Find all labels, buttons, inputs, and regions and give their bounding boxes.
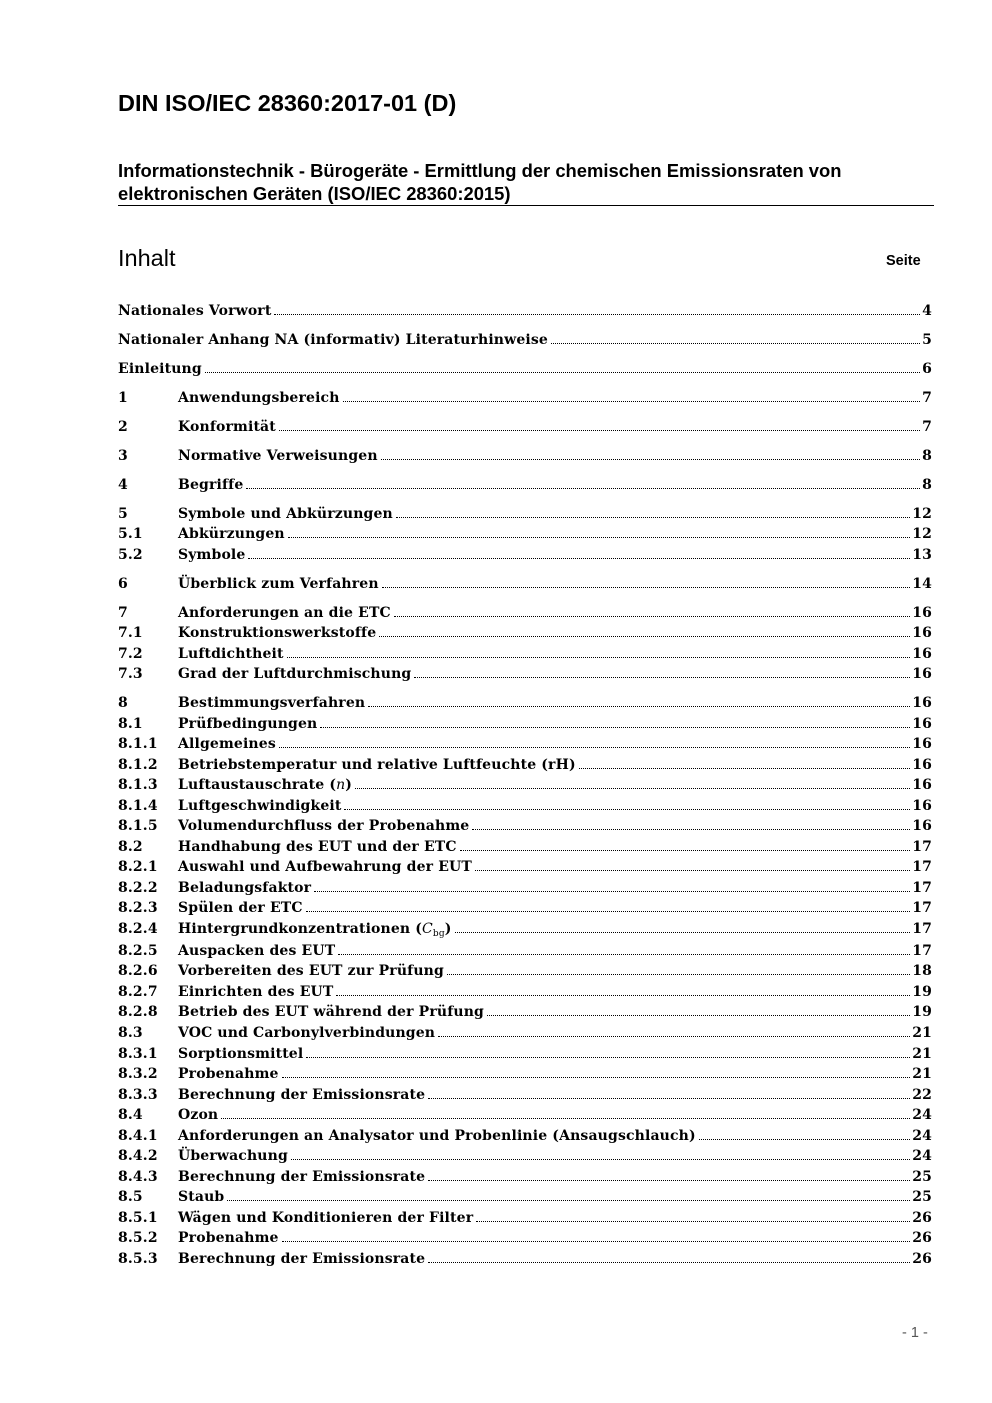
toc-entry-page: 16 <box>912 757 932 773</box>
toc-entry-number: 8.2.2 <box>118 880 158 896</box>
toc-entry-number: 8.2.4 <box>118 921 158 937</box>
toc-entry-page: 17 <box>912 921 932 937</box>
toc-entry[interactable] <box>118 1085 932 1105</box>
document-title: DIN ISO/IEC 28360:2017-01 (D) <box>118 90 457 116</box>
dot-leader <box>455 932 911 933</box>
dot-leader <box>414 677 910 678</box>
toc-entry-title: Luftdichtheit <box>178 646 284 662</box>
toc-entry-page: 17 <box>912 943 932 959</box>
toc-entry-page: 16 <box>912 625 932 641</box>
toc-entry[interactable] <box>118 330 932 350</box>
toc-page-column-heading: Seite <box>886 253 921 269</box>
toc-entry-page: 5 <box>922 332 932 348</box>
dot-leader <box>476 1221 910 1222</box>
toc-entry-number: 4 <box>118 477 128 493</box>
toc-entry-title: Staub <box>178 1189 225 1205</box>
dot-leader <box>306 1057 910 1058</box>
toc-entry[interactable] <box>118 603 932 623</box>
toc-entry[interactable] <box>118 816 932 836</box>
toc-entry-title: Auspacken des EUT <box>178 943 336 959</box>
toc-entry-title: Symbole und Abkürzungen <box>178 506 393 522</box>
toc-entry[interactable] <box>118 1064 932 1084</box>
toc-entry-number: 2 <box>118 419 128 435</box>
dot-leader <box>291 1159 910 1160</box>
dot-leader <box>314 891 910 892</box>
toc-entry[interactable] <box>118 1023 932 1043</box>
toc-entry-number: 8.4.1 <box>118 1128 158 1144</box>
toc-entry[interactable] <box>118 388 932 408</box>
toc-entry-number: 8.4.3 <box>118 1169 158 1185</box>
toc-entry-number: 8.1.5 <box>118 818 158 834</box>
toc-entry-page: 8 <box>922 477 932 493</box>
toc-entry[interactable] <box>118 1044 932 1064</box>
toc-entry-page: 4 <box>922 303 932 319</box>
toc-entry[interactable] <box>118 755 932 775</box>
toc-entry-title: Spülen der ETC <box>178 900 303 916</box>
toc-entry-number: 8.2.1 <box>118 859 158 875</box>
dot-leader <box>282 1241 911 1242</box>
toc-entry-page: 16 <box>912 666 932 682</box>
dot-leader <box>227 1200 910 1201</box>
dot-leader <box>355 788 910 789</box>
toc-entry[interactable] <box>118 1187 932 1207</box>
toc-entry-number: 8.5.3 <box>118 1251 158 1267</box>
toc-entry-number: 8.3.1 <box>118 1046 158 1062</box>
toc-entry-number: 3 <box>118 448 128 464</box>
toc-entry-title: Sorptionsmittel <box>178 1046 304 1062</box>
toc-entry[interactable] <box>118 961 932 981</box>
toc-entry-number: 7.1 <box>118 625 143 641</box>
dot-leader <box>428 1180 910 1181</box>
toc-entry-page: 24 <box>912 1107 932 1123</box>
toc-entry-page: 16 <box>912 646 932 662</box>
dot-leader <box>287 657 911 658</box>
toc-entry[interactable] <box>118 919 932 939</box>
dot-leader <box>288 537 910 538</box>
toc-entry[interactable] <box>118 734 932 754</box>
toc-entry-number: 8.5.1 <box>118 1210 158 1226</box>
toc-entry[interactable] <box>118 1126 932 1146</box>
toc-entry-number: 5 <box>118 506 128 522</box>
toc-entry[interactable] <box>118 446 932 466</box>
toc-entry-title: Einleitung <box>118 361 202 377</box>
toc-entry-title: Grad der Luftdurchmischung <box>178 666 412 682</box>
dot-leader <box>320 727 910 728</box>
dot-leader <box>447 974 910 975</box>
dot-leader <box>382 587 911 588</box>
dot-leader <box>221 1118 910 1119</box>
toc-entry-page: 16 <box>912 736 932 752</box>
dot-leader <box>282 1077 911 1078</box>
toc-entry[interactable] <box>118 1208 932 1228</box>
toc-entry[interactable] <box>118 1249 932 1269</box>
toc-entry-number: 8.2 <box>118 839 143 855</box>
toc-entry-title: Überblick zum Verfahren <box>178 576 379 592</box>
toc-entry-title: Konformität <box>178 419 276 435</box>
toc-entry-number: 8.3.2 <box>118 1066 158 1082</box>
toc-entry-title: Anforderungen an die ETC <box>178 605 391 621</box>
dot-leader <box>338 954 910 955</box>
toc-entry-page: 7 <box>922 390 932 406</box>
toc-entry-number: 7.3 <box>118 666 143 682</box>
toc-entry-title: Luftaustauschrate (n) <box>178 777 353 793</box>
toc-heading: Inhalt <box>118 245 176 271</box>
toc-entry-page: 16 <box>912 798 932 814</box>
toc-entry-page: 25 <box>912 1189 932 1205</box>
toc-entry-page: 24 <box>912 1128 932 1144</box>
toc-entry-number: 8.1.2 <box>118 757 158 773</box>
toc-entry[interactable] <box>118 524 932 544</box>
page-number: - 1 - <box>902 1325 928 1341</box>
toc-entry-number: 5.2 <box>118 547 143 563</box>
toc-entry-page: 22 <box>912 1087 932 1103</box>
toc-entry[interactable] <box>118 545 932 565</box>
toc-entry-title: Handhabung des EUT und der ETC <box>178 839 457 855</box>
dot-leader <box>579 768 910 769</box>
toc-entry[interactable] <box>118 301 932 321</box>
toc-entry-page: 26 <box>912 1251 932 1267</box>
toc-entry-title: Auswahl und Aufbewahrung der EUT <box>178 859 472 875</box>
dot-leader <box>205 372 920 373</box>
toc-entry-title: Berechnung der Emissionsrate <box>178 1251 426 1267</box>
toc-entry-number: 8.1.3 <box>118 777 158 793</box>
toc-entry-number: 8.2.3 <box>118 900 158 916</box>
toc-entry[interactable] <box>118 504 932 524</box>
toc-entry-page: 8 <box>922 448 932 464</box>
toc-entry-title: Überwachung <box>178 1148 288 1164</box>
dot-leader <box>279 430 920 431</box>
toc-entry[interactable] <box>118 693 932 713</box>
toc-entry[interactable] <box>118 714 932 734</box>
toc-entry-title: Symbole <box>178 547 246 563</box>
dot-leader <box>274 314 920 315</box>
document-subtitle: Informationstechnik - Bürogeräte - Ermittlung der chemischen Emissionsraten von elektronischen Geräten (ISO/IEC 28360:2015) <box>118 160 842 204</box>
toc-entry-title: Berechnung der Emissionsrate <box>178 1169 426 1185</box>
toc-entry[interactable] <box>118 941 932 961</box>
toc-entry-page: 26 <box>912 1230 932 1246</box>
dot-leader <box>336 995 910 996</box>
toc-entry-page: 17 <box>912 880 932 896</box>
toc-entry-page: 16 <box>912 695 932 711</box>
toc-entry-title: Prüfbedingungen <box>178 716 318 732</box>
toc-entry-title: Einrichten des EUT <box>178 984 334 1000</box>
toc-entry[interactable] <box>118 982 932 1002</box>
dot-leader <box>343 401 921 402</box>
dot-leader <box>279 747 910 748</box>
dot-leader <box>381 459 920 460</box>
toc-entry-page: 21 <box>912 1025 932 1041</box>
toc-entry-title: VOC und Carbonylverbindungen <box>178 1025 436 1041</box>
toc-entry[interactable] <box>118 417 932 437</box>
toc-entry-title: Wägen und Konditionieren der Filter <box>178 1210 474 1226</box>
toc-entry-title: Vorbereiten des EUT zur Prüfung <box>178 963 444 979</box>
toc-entry-title: Normative Verweisungen <box>178 448 378 464</box>
toc-entry[interactable] <box>118 574 932 594</box>
toc-entry-number: 8.5 <box>118 1189 143 1205</box>
toc-entry-page: 18 <box>912 963 932 979</box>
toc-entry-number: 8.2.6 <box>118 963 158 979</box>
toc-entry-number: 8.2.7 <box>118 984 158 1000</box>
toc-entry[interactable] <box>118 837 932 857</box>
toc-entry-page: 7 <box>922 419 932 435</box>
toc-entry[interactable] <box>118 775 932 795</box>
toc-entry-number: 8.3.3 <box>118 1087 158 1103</box>
toc-entry-number: 8.4 <box>118 1107 143 1123</box>
toc-entry-title: Beladungsfaktor <box>178 880 312 896</box>
toc-entry[interactable] <box>118 878 932 898</box>
dot-leader <box>396 517 910 518</box>
toc-entry-number: 7 <box>118 605 128 621</box>
toc-entry-page: 26 <box>912 1210 932 1226</box>
dot-leader <box>551 343 920 344</box>
toc-entry-page: 21 <box>912 1046 932 1062</box>
toc-entry-title: Volumendurchfluss der Probenahme <box>178 818 470 834</box>
toc-entry[interactable] <box>118 623 932 643</box>
toc-entry-page: 19 <box>912 984 932 1000</box>
toc-entry[interactable] <box>118 898 932 918</box>
toc-entry-page: 13 <box>912 547 932 563</box>
toc-entry-page: 12 <box>912 506 932 522</box>
toc-entry-number: 1 <box>118 390 128 406</box>
math-symbol: n <box>336 777 346 793</box>
toc-entry[interactable] <box>118 1228 932 1248</box>
toc-entry-number: 8.3 <box>118 1025 143 1041</box>
toc-entry-page: 16 <box>912 716 932 732</box>
toc-entry-page: 16 <box>912 777 932 793</box>
toc-entry-number: 8.5.2 <box>118 1230 158 1246</box>
toc-entry-title: Berechnung der Emissionsrate <box>178 1087 426 1103</box>
dot-leader <box>428 1262 910 1263</box>
math-subscript: bg <box>432 929 445 939</box>
toc-entry-title: Bestimmungsverfahren <box>178 695 366 711</box>
toc-entry-page: 17 <box>912 859 932 875</box>
dot-leader <box>306 911 911 912</box>
toc-entry-page: 19 <box>912 1004 932 1020</box>
toc-entry-page: 25 <box>912 1169 932 1185</box>
dot-leader <box>368 706 910 707</box>
toc-entry-page: 21 <box>912 1066 932 1082</box>
toc-entry-number: 8.2.8 <box>118 1004 158 1020</box>
toc-entry-title: Begriffe <box>178 477 244 493</box>
toc-entry-page: 6 <box>922 361 932 377</box>
toc-entry-number: 8.4.2 <box>118 1148 158 1164</box>
toc-entry-page: 16 <box>912 605 932 621</box>
toc-entry-page: 16 <box>912 818 932 834</box>
toc-entry[interactable] <box>118 1105 932 1125</box>
toc-entry-number: 5.1 <box>118 526 143 542</box>
dot-leader <box>344 809 910 810</box>
toc-entry-title: Anforderungen an Analysator und Probenlinie (Ansaugschlauch) <box>178 1128 696 1144</box>
dot-leader <box>394 616 910 617</box>
toc-entry[interactable] <box>118 1167 932 1187</box>
toc-entry-title: Nationales Vorwort <box>118 303 272 319</box>
toc-entry[interactable] <box>118 1002 932 1022</box>
toc-entry-page: 24 <box>912 1148 932 1164</box>
toc-entry-number: 8.1.4 <box>118 798 158 814</box>
dot-leader <box>472 829 910 830</box>
dot-leader <box>487 1015 910 1016</box>
toc-entry-number: 8.1.1 <box>118 736 158 752</box>
toc-entry-page: 12 <box>912 526 932 542</box>
toc-entry[interactable] <box>118 857 932 877</box>
dot-leader <box>438 1036 910 1037</box>
toc-entry-title: Ozon <box>178 1107 219 1123</box>
toc-entry-number: 6 <box>118 576 128 592</box>
toc-entry[interactable] <box>118 664 932 684</box>
toc-entry-title: Betrieb des EUT während der Prüfung <box>178 1004 484 1020</box>
toc-entry-title: Luftgeschwindigkeit <box>178 798 342 814</box>
math-symbol: C <box>422 921 433 937</box>
toc-entry-title: Hintergrundkonzentrationen $(C_{bg})$ <box>178 921 452 939</box>
toc-entry-title: Nationaler Anhang NA (informativ) Literaturhinweise <box>118 332 548 348</box>
toc-entry-title: Anwendungsbereich <box>178 390 340 406</box>
toc-entry-page: 17 <box>912 839 932 855</box>
dot-leader <box>379 636 910 637</box>
toc-entry[interactable] <box>118 796 932 816</box>
toc-entry-page: 14 <box>912 576 932 592</box>
dot-leader <box>460 850 911 851</box>
toc-entry-page: 17 <box>912 900 932 916</box>
toc-entry[interactable] <box>118 644 932 664</box>
toc-entry-number: 8 <box>118 695 128 711</box>
toc-entry-title: Probenahme <box>178 1066 279 1082</box>
toc-entry[interactable] <box>118 475 932 495</box>
toc-entry[interactable] <box>118 359 932 379</box>
dot-leader <box>428 1098 910 1099</box>
dot-leader <box>248 558 910 559</box>
toc-entry-number: 8.1 <box>118 716 143 732</box>
toc-entry-number: 8.2.5 <box>118 943 158 959</box>
title-divider <box>118 205 934 206</box>
toc-entry-title: Betriebstemperatur und relative Luftfeuchte (rH) <box>178 757 576 773</box>
dot-leader <box>475 870 910 871</box>
toc-entry-title: Allgemeines <box>178 736 276 752</box>
dot-leader <box>246 488 920 489</box>
toc-entry-title: Abkürzungen <box>178 526 285 542</box>
toc-entry-title: Konstruktionswerkstoffe <box>178 625 377 641</box>
dot-leader <box>699 1139 910 1140</box>
toc-entry-title: Probenahme <box>178 1230 279 1246</box>
toc-entry-number: 7.2 <box>118 646 143 662</box>
toc-entry[interactable] <box>118 1146 932 1166</box>
